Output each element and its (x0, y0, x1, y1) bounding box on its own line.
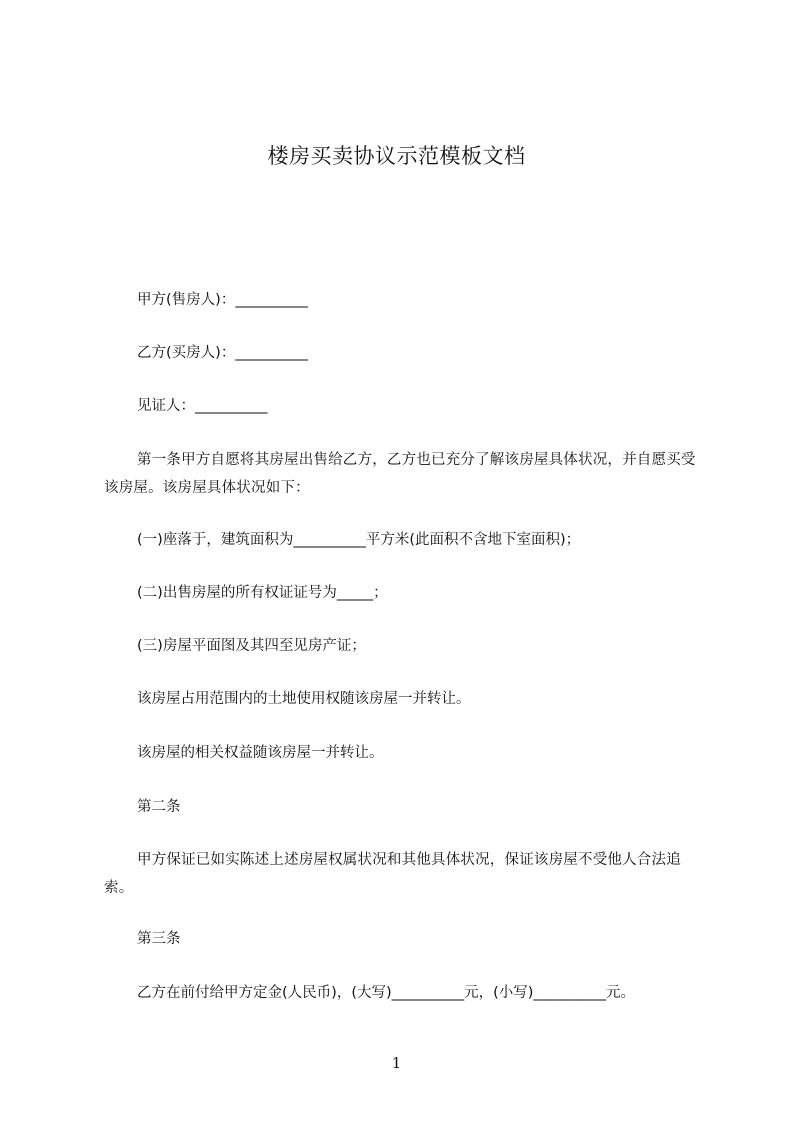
party-b-line: 乙方(买房人)：__________ (137, 345, 308, 361)
page-number: 1 (391, 1054, 402, 1072)
related-rights-transfer: 该房屋的相关权益随该房屋一并转让。 (137, 745, 384, 761)
article3-heading: 第三条 (137, 931, 181, 947)
party-a-line: 甲方(售房人)：__________ (137, 292, 308, 308)
article3-text: 乙方在前付给甲方定金(人民币)，(大写)__________元，(小写)__________元。 (137, 985, 635, 1001)
item1-location-area: (一)座落于，建筑面积为__________平方米(此面积不含地下室面积)； (137, 532, 581, 548)
land-use-transfer: 该房屋占用范围内的土地使用权随该房屋一并转让。 (137, 691, 471, 707)
item3-floor-plan: (三)房屋平面图及其四至见房产证； (137, 638, 366, 654)
document-title: 楼房买卖协议示范模板文档 (267, 144, 526, 168)
item2-certificate-number: (二)出售房屋的所有权证证号为_____； (137, 585, 388, 601)
article2-text: 甲方保证已如实陈述上述房屋权属状况和其他具体状况，保证该房屋不受他人合法追索。 (104, 852, 681, 896)
article2-heading: 第二条 (137, 799, 181, 815)
article1-intro: 第一条甲方自愿将其房屋出售给乙方，乙方也已充分了解该房屋具体状况，并自愿买受该房屋。该房屋具体状况如下： (104, 452, 696, 496)
witness-line: 见证人：__________ (137, 398, 268, 414)
